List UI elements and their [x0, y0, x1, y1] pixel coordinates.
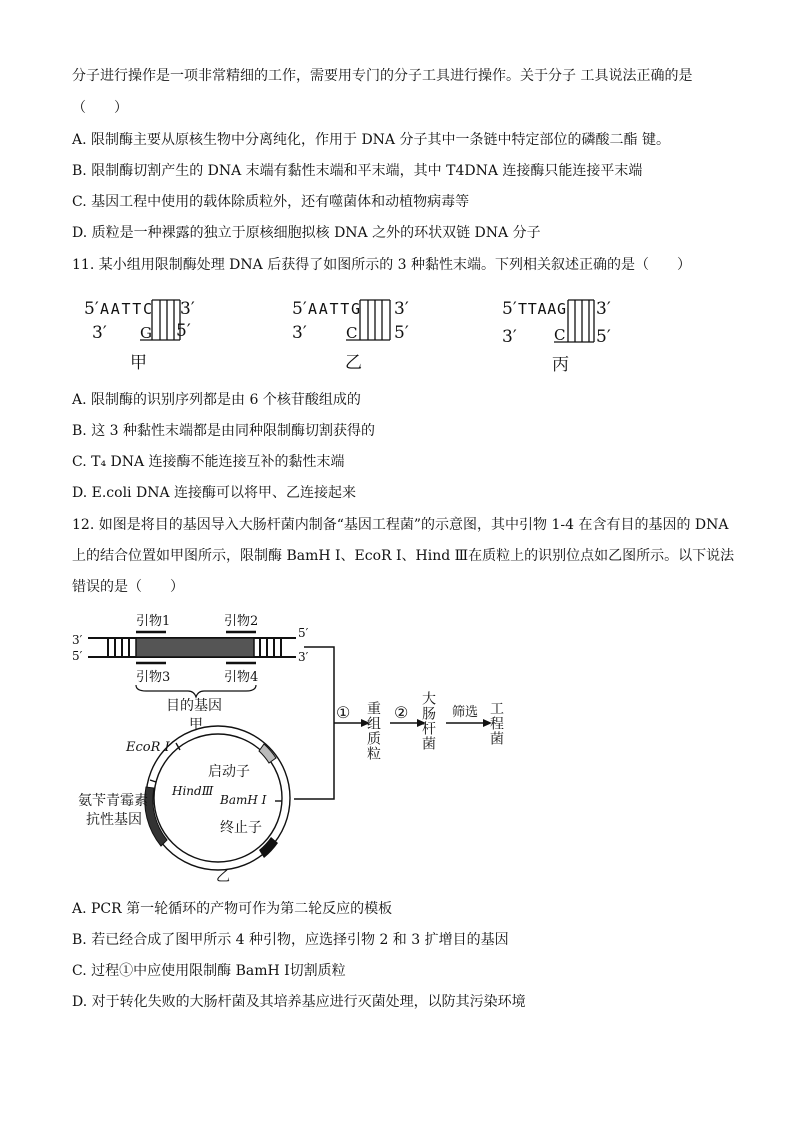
step1-label: ①	[336, 703, 351, 722]
q11-option-a: A. 限制酶的识别序列都是由 6 个核苷酸组成的	[72, 392, 361, 408]
screen-label: 筛选	[452, 705, 479, 720]
ecoli-label: 大肠杆菌	[420, 691, 436, 751]
plasmid	[78, 726, 290, 885]
sticky-bottom-seq: G	[140, 324, 152, 342]
prime-5-label: 5′	[502, 299, 517, 319]
sticky-end-label: 甲	[130, 353, 147, 373]
primer4-label: 引物4	[224, 670, 259, 685]
prime-5-label: 5′	[176, 321, 191, 341]
q10-option-c: C. 基因工程中使用的载体除质粒外，还有噬菌体和动植物病毒等	[72, 194, 470, 210]
prime-3-label: 3′	[298, 650, 309, 664]
prime-3-label: 3′	[72, 633, 83, 647]
prime-5-label: 5′	[298, 626, 309, 640]
q10-option-a: A. 限制酶主要从原核生物中分离纯化，作用于 DNA 分子其中一条链中特定部位的磷酸二酯 键。	[72, 132, 670, 148]
engineered-bacteria-label: 工程菌	[488, 701, 504, 746]
q12-stem-line3: 错误的是（ ）	[72, 579, 184, 595]
resistance-gene-region	[145, 787, 167, 846]
prime-5-label: 5′	[394, 323, 409, 343]
primer2-label: 引物2	[224, 614, 259, 629]
connector-line	[294, 647, 334, 799]
q10-option-d: D. 质粒是一种裸露的独立于原核细胞拟核 DNA 之外的环状双链 DNA 分子	[72, 225, 541, 241]
recombinant-plasmid-label: 重组质粒	[365, 701, 381, 761]
q12-stem-line1: 12. 如图是将目的基因导入大肠杆菌内制备“基因工程菌”的示意图，其中引物 1-4 在含有目的基因的 DNA	[72, 517, 729, 533]
sticky-top-seq: AATTC	[100, 300, 152, 318]
sticky-ends-figure	[80, 292, 640, 376]
step2-label: ②	[394, 703, 409, 722]
hindiii-label: HindⅢ	[172, 784, 214, 798]
q11-option-d: D. E.coli DNA 连接酶可以将甲、乙连接起来	[72, 485, 357, 501]
resistance-gene-label-1: 氨苄青霉素	[78, 793, 148, 809]
ecori-label: EcoR Ⅰ	[126, 740, 170, 755]
resistance-gene-label-2: 抗性基因	[86, 812, 142, 828]
primer1-label: 引物1	[136, 614, 171, 629]
brace-icon	[136, 685, 256, 697]
terminator-label: 终止子	[220, 820, 262, 836]
sticky-end-bing	[502, 299, 611, 375]
promoter-label: 启动子	[208, 764, 250, 780]
prime-3-label: 3′	[394, 299, 409, 319]
q12-option-c: C. 过程①中应使用限制酶 BamH Ⅰ切割质粒	[72, 963, 346, 979]
q10-option-b: B. 限制酶切割产生的 DNA 末端有黏性末端和平末端，其中 T4DNA 连接酶只能连接平末端	[72, 163, 643, 179]
prime-3-label: 3′	[180, 299, 195, 319]
q10-stem-line1: 分子进行操作是一项非常精细的工作，需要用专门的分子工具进行操作。关于分子 工具说法正确的是	[72, 68, 693, 84]
prime-5-label: 5′	[292, 299, 307, 319]
prime-3-label: 3′	[92, 323, 107, 343]
q12-stem-line2: 上的结合位置如甲图所示，限制酶 BamH Ⅰ、EcoR Ⅰ、Hind Ⅲ在质粒上的识别位点如乙图所示。以下说法	[72, 548, 735, 564]
q11-option-b: B. 这 3 种黏性末端都是由同种限制酶切割获得的	[72, 423, 375, 439]
prime-3-label: 3′	[292, 323, 307, 343]
sticky-end-yi	[292, 299, 409, 373]
target-gene-block	[136, 638, 254, 657]
prime-5-label: 5′	[84, 299, 99, 319]
q10-stem-line2: （ ）	[72, 100, 128, 116]
prime-5-label: 5′	[72, 649, 83, 663]
sticky-bottom-seq: C	[554, 326, 566, 344]
prime-5-label: 5′	[596, 327, 611, 347]
q11-option-c: C. T₄ DNA 连接酶不能连接互补的黏性末端	[72, 454, 345, 470]
target-gene-label: 目的基因	[166, 698, 222, 714]
promoter-region	[259, 744, 276, 763]
primer3-label: 引物3	[136, 670, 171, 685]
sticky-end-label: 乙	[345, 353, 362, 373]
q11-stem: 11. 某小组用限制酶处理 DNA 后获得了如图所示的 3 种黏性末端。下列相关叙述正确的是（ ）	[72, 257, 692, 273]
dna-target-gene	[72, 613, 309, 733]
sticky-top-seq: AATTG	[308, 300, 360, 318]
q12-option-d: D. 对于转化失败的大肠杆菌及其培养基应进行灭菌处理，以防其污染环境	[72, 994, 526, 1010]
q12-option-a: A. PCR 第一轮循环的产物可作为第二轮反应的模板	[72, 901, 393, 917]
sticky-end-label: 丙	[552, 355, 569, 375]
q12-option-b: B. 若已经合成了图甲所示 4 种引物，应选择引物 2 和 3 扩增目的基因	[72, 932, 509, 948]
bamhi-label: BamH Ⅰ	[220, 793, 267, 807]
sticky-end-jia	[84, 299, 195, 373]
sticky-bottom-seq: C	[346, 324, 358, 342]
figure-yi-label: 乙	[216, 869, 230, 885]
gene-engineering-figure	[70, 605, 550, 885]
prime-3-label: 3′	[502, 327, 517, 347]
sticky-top-seq: TTAAG	[518, 300, 566, 318]
prime-3-label: 3′	[596, 299, 611, 319]
figure-jia-label: 甲	[189, 717, 203, 733]
